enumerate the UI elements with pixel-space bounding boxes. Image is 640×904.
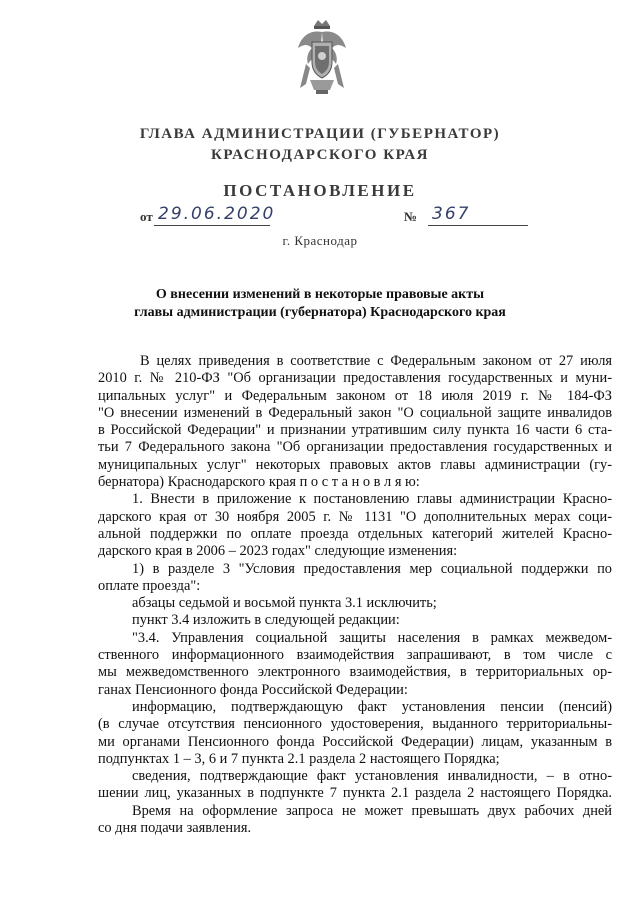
body-line: альной поддержки по оплате проезда отдельных категорий жителей Красно- [98, 525, 612, 542]
body-line: "О внесении изменений в Федеральный закон "О социальной защите инвалидов [98, 404, 612, 421]
body-line: ми органами Пенсионного фонда Российской Федерации) лицам, указанным в [98, 733, 612, 750]
body-line: ципальных услуг" и Федеральным законом от 18 июля 2019 г. № 184-ФЗ [98, 387, 612, 404]
body-line: В целях приведения в соответствие с Федеральным законом от 27 июля [140, 353, 612, 369]
body-line: Время на оформление запроса не может превышать двух рабочих дней [132, 802, 612, 819]
body-line: мы межведомственного электронного взаимодействия, в территориальных ор- [98, 664, 612, 681]
body-line: со дня подачи заявления. [98, 820, 252, 837]
body-line: информацию, подтверждающую факт установления пенсии (пенсий) [132, 698, 612, 715]
document-type: ПОСТАНОВЛЕНИЕ [223, 181, 417, 200]
body-line: "3.4. Управления социальной защиты населения в рамках межведом- [132, 629, 612, 646]
body-line: тьи 7 Федерального закона "Об организации предоставления государственных и [98, 439, 612, 456]
body-line: дарского края от 30 ноября 2005 г. № 1131 "О дополнительных мерах соци- [98, 508, 612, 525]
body-line: шении лиц, указанных в подпункте 7 пункта 2.1 раздела 2 настоящего Порядка. [98, 785, 612, 802]
body-line: в Российской Федерации" и признании утратившим силу пункта 16 части 6 ста- [98, 422, 612, 439]
body-line: ганах Пенсионного фонда Российской Федерации: [98, 681, 408, 698]
document-title-line-2: главы администрации (губернатора) Краснодарского края [134, 305, 506, 320]
body-line: 1) в разделе 3 "Условия предоставления мер социальной поддержки по [132, 560, 612, 577]
body-line: муниципальных услуг" некоторых правовых актов главы администрации (гу- [98, 456, 612, 473]
number-label: № [404, 209, 418, 224]
city: г. Краснодар [282, 233, 358, 248]
body-line: 2010 г. № 210-ФЗ "Об организации предоставления государственных и муни- [98, 370, 612, 387]
date-label: от [140, 209, 153, 224]
header-region: КРАСНОДАРСКОГО КРАЯ [211, 147, 429, 163]
date-underline [154, 225, 270, 226]
body-line: пункт 3.4 изложить в следующей редакции: [132, 612, 400, 629]
body-line: (в случае отсутствия пенсионного удостоверения, выданного территориальны- [98, 716, 612, 733]
body-line: 1. Внести в приложение к постановлению главы администрации Красно- [132, 491, 612, 508]
header-authority: ГЛАВА АДМИНИСТРАЦИИ (ГУБЕРНАТОР) [139, 126, 501, 142]
document-body [98, 353, 612, 837]
body-line: подпунктах 1 – 3, 6 и 7 пункта 2.1 раздела 2 настоящего Порядка; [98, 750, 500, 767]
number-value: 367 [432, 204, 471, 224]
body-line: оплате проезда": [98, 577, 201, 594]
body-line: сведения, подтверждающие факт установления инвалидности, – в отно- [132, 768, 612, 785]
body-line: абзацы седьмой и восьмой пункта 3.1 исключить; [132, 595, 437, 612]
body-line: ственного информационного взаимодействия запрашивают, в том числе с [98, 647, 612, 664]
coat-of-arms-icon [296, 18, 348, 96]
body-line: дарского края в 2006 – 2023 годах" следующие изменения: [98, 543, 458, 560]
body-line: бернатора) Краснодарского края п о с т а н о в л я ю: [98, 474, 420, 491]
date-value: 29.06.2020 [158, 204, 276, 224]
document-title-line-1: О внесении изменений в некоторые правовые акты [155, 287, 485, 302]
number-underline [428, 225, 528, 226]
